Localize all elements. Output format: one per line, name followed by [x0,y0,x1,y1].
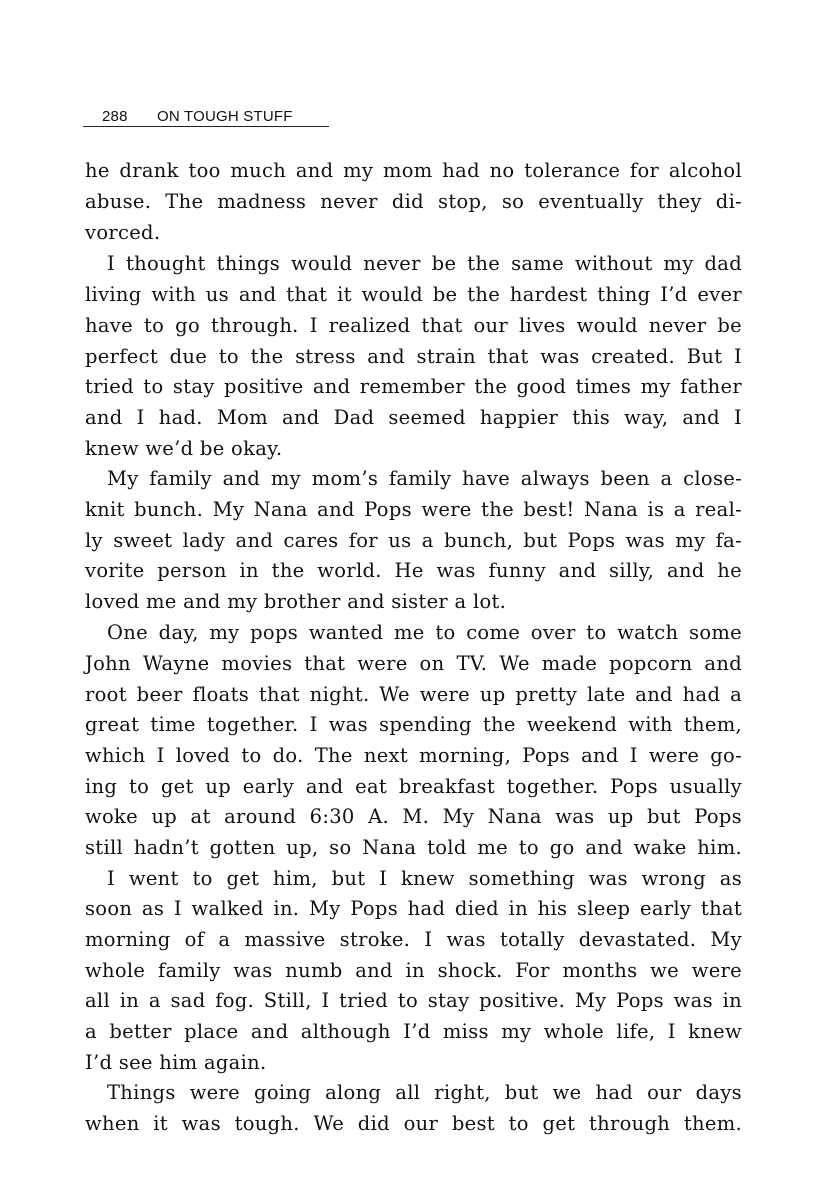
text-line: when it was tough. We did our best to get through them. [85,1112,742,1135]
text-line: tried to stay positive and remember the good times my father [85,375,742,398]
text-line: whole family was numb and in shock. For months we were [85,959,742,982]
page-number: 288 [102,108,128,125]
text-line: he drank too much and my mom had no tolerance for alcohol [85,159,742,182]
text-line: great time together. I was spending the weekend with them, [85,713,742,736]
text-line: which I loved to do. The next morning, Pops and I were go- [85,744,742,767]
text-line: John Wayne movies that were on TV. We made popcorn and [85,652,742,675]
text-line: all in a sad fog. Still, I tried to stay positive. My Pops was in [85,989,742,1012]
text-line: soon as I walked in. My Pops had died in his sleep early that [85,897,742,920]
text-line: abuse. The madness never did stop, so eventually they di- [85,190,742,213]
text-line: One day, my pops wanted me to come over to watch some [107,621,742,644]
text-line: and I had. Mom and Dad seemed happier this way, and I [85,406,742,429]
text-line: still hadn’t gotten up, so Nana told me to go and wake him. [85,836,742,859]
text-line: ing to get up early and eat breakfast together. Pops usually [85,775,742,798]
text-line: knew we’d be okay. [85,437,283,460]
text-line: vorced. [85,221,161,244]
text-line: I thought things would never be the same without my dad [107,252,742,275]
text-line: root beer floats that night. We were up pretty late and had a [85,683,742,706]
text-line: woke up at around 6:30 A. M. My Nana was up but Pops [85,805,742,828]
text-line: Things were going along all right, but we had our days [107,1081,742,1104]
text-line: I went to get him, but I knew something was wrong as [107,867,742,890]
text-line: perfect due to the stress and strain that was created. But I [85,345,742,368]
text-line: ly sweet lady and cares for us a bunch, but Pops was my fa- [85,529,742,552]
text-line: morning of a massive stroke. I was totally devastated. My [85,928,742,951]
text-line: My family and my mom’s family have always been a close- [107,467,742,490]
text-line: I’d see him again. [85,1051,267,1074]
running-header [83,104,329,127]
text-line: vorite person in the world. He was funny and silly, and he [85,559,742,582]
text-line: knit bunch. My Nana and Pops were the best! Nana is a real- [85,498,742,521]
running-title: ON TOUGH STUFF [157,108,293,125]
text-line: loved me and my brother and sister a lot. [85,590,507,613]
text-line: have to go through. I realized that our lives would never be [85,314,742,337]
text-line: a better place and although I’d miss my whole life, I knew [85,1020,742,1043]
text-line: living with us and that it would be the hardest thing I’d ever [85,283,742,306]
